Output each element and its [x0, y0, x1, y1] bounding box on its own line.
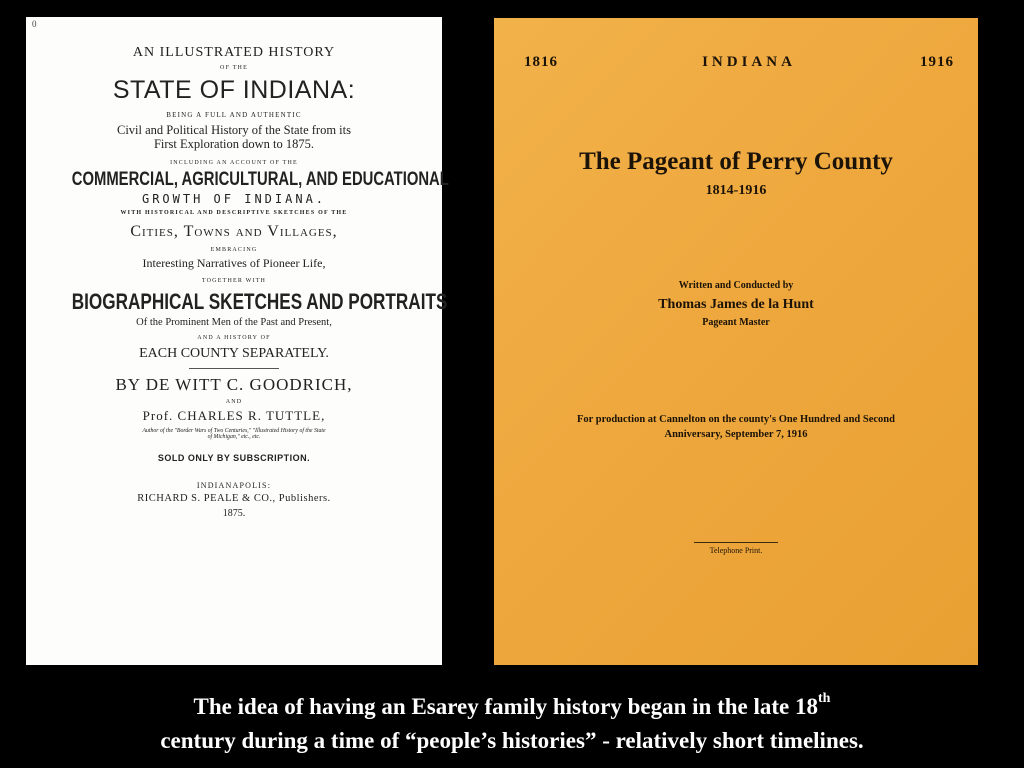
title-line-growth: GROWTH OF INDIANA. [141, 192, 327, 207]
title-line-each-county: EACH COUNTY SEPARATELY. [139, 346, 329, 362]
title-line-subscription: SOLD ONLY BY SUBSCRIPTION. [157, 452, 311, 463]
title-line-cities-towns: Cities, Towns and Villages, [130, 222, 338, 240]
title-line-together-with: TOGETHER WITH [201, 278, 267, 285]
title-line-history-of: AND A HISTORY OF [197, 335, 271, 342]
title-line-commercial: COMMERCIAL, AGRICULTURAL, AND EDUCATIONAL [71, 169, 449, 191]
cover-written-by: Written and Conducted by [678, 280, 794, 291]
title-line-of-the: OF THE [220, 65, 248, 72]
title-line-illustrated-history: AN ILLUSTRATED HISTORY [132, 45, 336, 60]
corner-mark: 0 [32, 19, 37, 29]
title-line-biographical: BIOGRAPHICAL SKETCHES AND PORTRAITS [71, 288, 448, 314]
caption-superscript: th [817, 691, 831, 706]
cover-printer-rule [694, 542, 778, 543]
title-line-indianapolis: INDIANAPOLIS: [196, 481, 272, 491]
cover-title-years: 1814-1916 [705, 182, 767, 198]
title-line-full-authentic: BEING A FULL AND AUTHENTIC [166, 110, 302, 119]
caption-line-1-text: The idea of having an Esarey family history began in the late 18 [193, 694, 818, 719]
cover-production-line-b: Anniversary, September 7, 1916 [664, 429, 808, 441]
title-state-of-indiana: STATE OF INDIANA: [112, 75, 356, 104]
cover-year-end: 1916 [920, 54, 954, 70]
cover-production-line-a: For production at Cannelton on the county's One Hundred and Second [577, 414, 895, 425]
title-line-year: 1875. [222, 507, 246, 519]
pageant-perry-county-cover [494, 18, 978, 665]
slide-caption [0, 690, 1024, 758]
title-line-civil-political-b: First Exploration down to 1875. [153, 137, 315, 152]
title-line-civil-political-a: Civil and Political History of the State from its [116, 122, 351, 137]
cover-author: Thomas James de la Hunt [658, 296, 814, 312]
cover-printer: Telephone Print. [709, 546, 763, 555]
caption-line-1 [0, 690, 1024, 724]
title-line-embracing: EMBRACING [210, 247, 258, 254]
title-line-tuttle: Prof. CHARLES R. TUTTLE, [142, 407, 326, 423]
title-line-by-goodrich: BY DE WITT C. GOODRICH, [115, 375, 353, 395]
cover-role: Pageant Master [702, 316, 770, 328]
indiana-history-title-page [26, 17, 449, 665]
cover-header-row [524, 54, 954, 71]
title-line-narratives: Interesting Narratives of Pioneer Life, [142, 256, 326, 271]
title-line-publisher: RICHARD S. PEALE & CO., Publishers. [137, 493, 331, 505]
cover-state-name: INDIANA [702, 54, 796, 70]
divider-rule [189, 368, 279, 369]
cover-title: The Pageant of Perry County [579, 148, 893, 175]
caption-line-2: century during a time of “people’s histories” - relatively short timelines. [160, 728, 864, 753]
title-line-author-of-b: of Michigan," etc., etc. [207, 434, 261, 441]
title-line-prominent-men: Of the Prominent Men of the Past and Present, [136, 317, 332, 329]
cover-year-start: 1816 [524, 54, 558, 70]
title-line-including: INCLUDING AN ACCOUNT OF THE [170, 159, 298, 166]
title-line-and: AND [225, 398, 243, 405]
title-line-historical-sketches: WITH HISTORICAL AND DESCRIPTIVE SKETCHES OF THE [120, 210, 348, 217]
title-line-author-of-a: Author of the "Border Wars of Two Centuries," "Illustrated History of the State [142, 427, 326, 434]
